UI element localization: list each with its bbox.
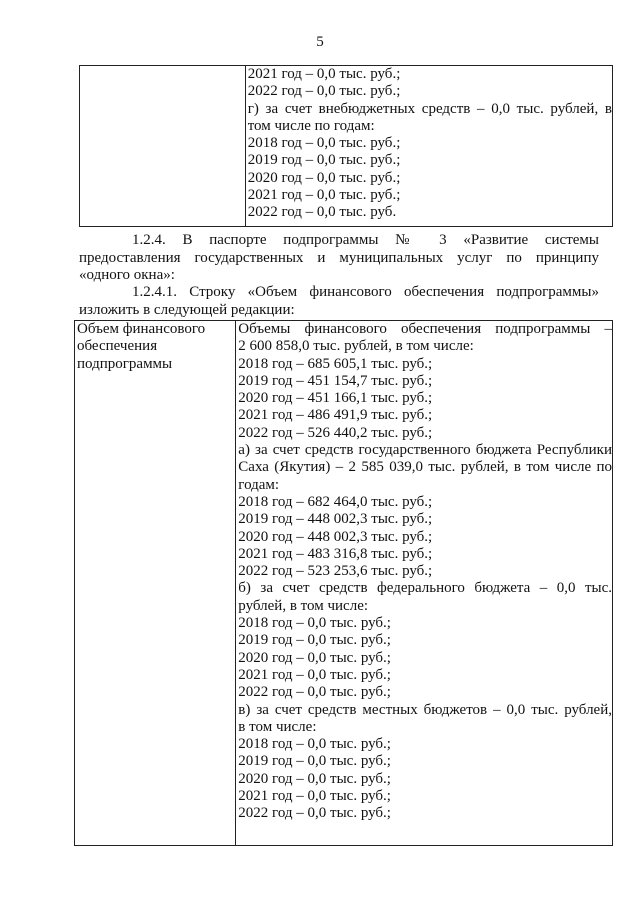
- text-line: 2021 год – 486 491,9 тыс. руб.;: [238, 407, 433, 424]
- table-cell-funding: [245, 66, 612, 227]
- text-line: 2020 год – 0,0 тыс. руб.;: [247, 169, 401, 186]
- text-line: 2021 год – 0,0 тыс. руб.;: [247, 187, 401, 204]
- text-line: том числе по годам:: [247, 117, 375, 134]
- text-line: 2021 год – 0,0 тыс. руб.;: [238, 666, 391, 683]
- text-line: 2021 год – 483 316,8 тыс. руб.;: [238, 545, 433, 562]
- text-line: 2019 год – 0,0 тыс. руб.;: [238, 753, 391, 770]
- table-cell-empty: [80, 66, 246, 227]
- table-cell-label: [75, 321, 236, 846]
- text-line: 2018 год – 0,0 тыс. руб.;: [238, 736, 391, 753]
- text-line: 2018 год – 0,0 тыс. руб.;: [247, 135, 401, 152]
- text-line: 2020 год – 451 166,1 тыс. руб.;: [238, 390, 433, 407]
- table-cell-funding: [236, 321, 613, 846]
- text-line: 2022 год – 523 253,6 тыс. руб.;: [238, 563, 433, 580]
- text-line: «одного окна»:: [79, 267, 175, 284]
- text-line: предоставления государственных и муниципальных услуг по принципу: [79, 249, 599, 266]
- text-line: 2020 год – 448 002,3 тыс. руб.;: [238, 528, 433, 545]
- text-line: 2018 год – 685 605,1 тыс. руб.;: [238, 355, 433, 372]
- text-line: 2021 год – 0,0 тыс. руб.;: [238, 788, 391, 805]
- text-line: 2018 год – 682 464,0 тыс. руб.;: [238, 493, 433, 510]
- text-line: 2020 год – 0,0 тыс. руб.;: [238, 770, 391, 787]
- text-line: Саха (Якутия) – 2 585 039,0 тыс. рублей, в том числе по: [238, 459, 612, 476]
- text-line: 2 600 858,0 тыс. рублей, в том числе:: [238, 338, 474, 355]
- text-line: годам:: [238, 476, 280, 493]
- text-line: Объемы финансового обеспечения подпрограммы –: [238, 321, 612, 337]
- paragraph-1-2-4: [79, 232, 599, 285]
- text-line: 2022 год – 0,0 тыс. руб.;: [247, 83, 401, 100]
- text-line: обеспечения: [77, 338, 158, 355]
- text-line: подпрограммы: [77, 355, 173, 372]
- text-line: Объем финансового: [77, 321, 206, 337]
- paragraph-1-2-4-1: [79, 284, 599, 319]
- text-line: 2022 год – 0,0 тыс. руб.;: [238, 805, 391, 822]
- text-line: в) за счет средств местных бюджетов – 0,0 тыс. рублей,: [238, 701, 612, 718]
- text-line: б) за счет средств федерального бюджета – 0,0 тыс.: [238, 580, 612, 597]
- text-line: 2022 год – 526 440,2 тыс. руб.;: [238, 424, 433, 441]
- text-line: г) за счет внебюджетных средств – 0,0 тыс. рублей, в: [247, 100, 612, 117]
- table-row: [75, 321, 613, 846]
- text-line: 1.2.4.1. Строку «Объем финансового обеспечения подпрограммы»: [132, 284, 599, 300]
- text-line: а) за счет средств государственного бюджета Республики: [238, 442, 612, 459]
- text-line: рублей, в том числе:: [238, 597, 369, 614]
- text-line: 2019 год – 448 002,3 тыс. руб.;: [238, 511, 433, 528]
- text-line: 2021 год – 0,0 тыс. руб.;: [247, 66, 401, 82]
- text-line: 2018 год – 0,0 тыс. руб.;: [238, 615, 391, 632]
- text-line: 2019 год – 0,0 тыс. руб.;: [238, 632, 391, 649]
- text-line: в том числе:: [238, 718, 317, 735]
- text-line: изложить в следующей редакции:: [79, 301, 295, 318]
- text-line: 1.2.4. В паспорте подпрограммы № 3 «Развитие системы: [132, 232, 599, 248]
- text-line: 2022 год – 0,0 тыс. руб.;: [238, 684, 391, 701]
- text-line: 2019 год – 0,0 тыс. руб.;: [247, 152, 401, 169]
- continuation-table: [79, 65, 613, 227]
- table-row: [80, 66, 613, 227]
- text-line: 2020 год – 0,0 тыс. руб.;: [238, 649, 391, 666]
- funding-table: [74, 320, 613, 846]
- page-number: 5: [316, 34, 324, 50]
- text-line: 2022 год – 0,0 тыс. руб.: [247, 204, 397, 221]
- text-line: 2019 год – 451 154,7 тыс. руб.;: [238, 372, 433, 389]
